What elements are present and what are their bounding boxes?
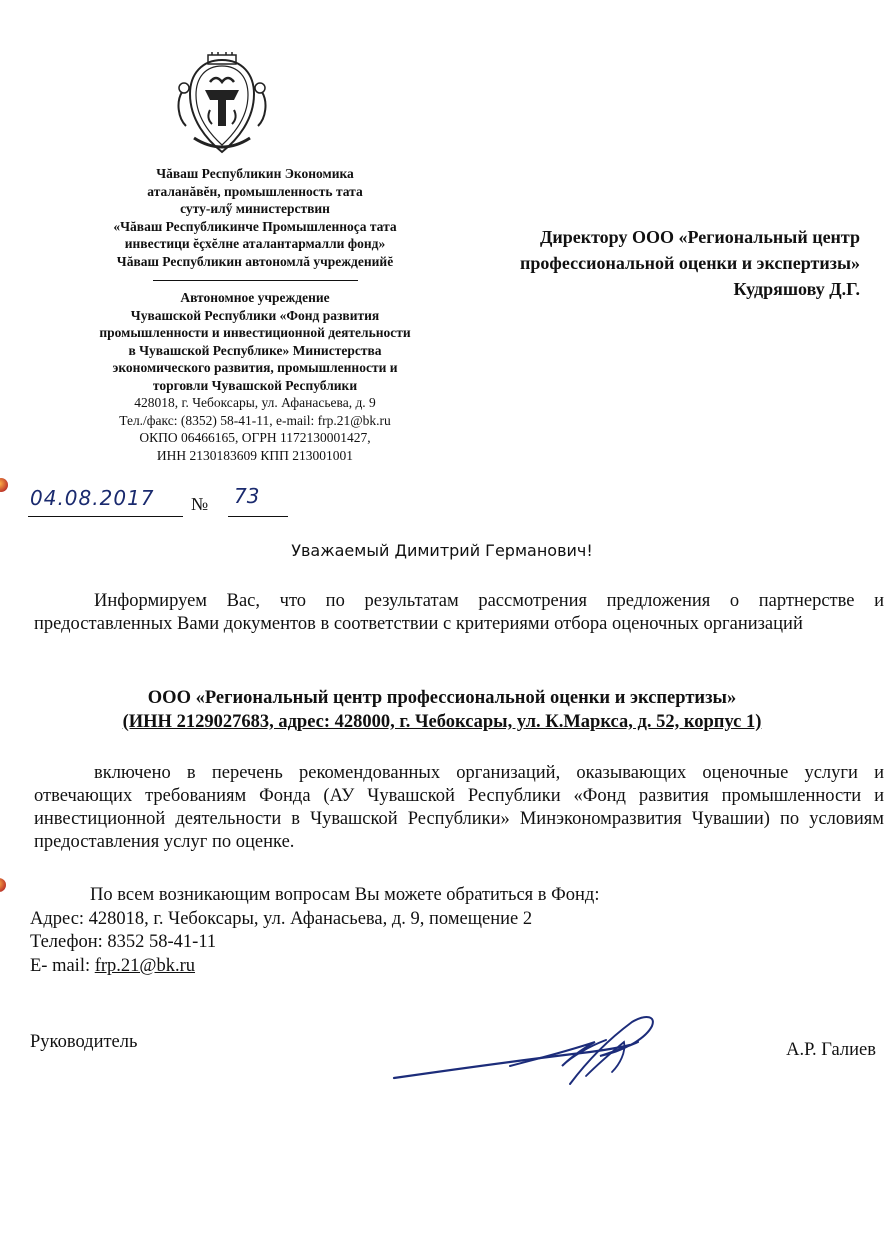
addressee-line-3: Кудряшову Д.Г. [733, 279, 860, 299]
handwritten-date: 04.08.2017 [30, 486, 155, 510]
contacts-block [30, 884, 870, 978]
organization-block [0, 686, 884, 734]
contacts-email-label: E- mail: [30, 955, 95, 976]
contacts-email-link[interactable]: frp.21@bk.ru [94, 955, 196, 976]
signer-name: А.Р. Галиев [786, 1040, 876, 1060]
contacts-phone: Телефон: 8352 58-41-11 [30, 932, 217, 952]
handwritten-signature [390, 1012, 670, 1094]
letterhead-chuvash-line-5: инвестици ĕçхĕлне аталантармалли фонд» [124, 236, 386, 251]
handwritten-number: 73 [234, 484, 260, 508]
addressee-line-1: Директору ООО «Региональный центр [539, 227, 860, 247]
punch-hole-mark-bottom [0, 878, 6, 892]
paragraph-intro-text: Информируем Вас, что по результатам рассмотрения предложения о партнерстве и предоставленных Вами документов в соответствии с критериями отбора оценочных организаций [34, 591, 884, 634]
letterhead-russian-line-2: Чувашской Республики «Фонд развития [130, 307, 380, 323]
letterhead-russian-line-6: торговли Чувашской Республики [152, 377, 358, 393]
letterhead-address-line-3: ОКПО 06466165, ОГРН 1172130001427, [139, 430, 371, 445]
letterhead-chuvash-line-1: Чăваш Республикин Экономика [156, 166, 354, 181]
letterhead-chuvash-line-6: Чăваш Республикин автономлă учрежденийĕ [116, 253, 394, 269]
paragraph-body [34, 762, 884, 854]
letterhead-address-line-4: ИНН 2130183609 КПП 213001001 [156, 447, 354, 463]
contacts-email-row [30, 955, 870, 979]
letterhead-chuvash-line-2: аталанăвĕн, промышленность тата [147, 183, 363, 199]
paragraph-intro [34, 590, 884, 636]
letterhead-address-line-1: 428018, г. Чебоксары, ул. Афанасьева, д. 9 [134, 395, 376, 410]
organization-letterhead [60, 165, 450, 464]
letterhead-chuvash-line-4: «Чăваш Республикинче Промышленноçа тата [113, 218, 397, 234]
letterhead-russian-line-4: в Чувашской Республике» Министерства [128, 342, 382, 358]
letterhead-russian-line-3: промышленности и инвестиционной деятельности [99, 325, 411, 340]
paragraph-body-text: включено в перечень рекомендованных организаций, оказывающих оценочные услуги и отвечающих требованиям Фонда (АУ Чувашской Республики «Фонд развития промышленности и инвестиционной деятельности в Чувашской Республики» Минэкономразвития Чувашии) по условиям предоставления услуг по оценке. [34, 763, 884, 852]
addressee-block [440, 224, 860, 302]
organization-name: ООО «Региональный центр профессиональной оценки и экспертизы» [147, 688, 737, 708]
letterhead-chuvash-line-3: суту-илӳ министерствин [180, 201, 330, 216]
organization-details: (ИНН 2129027683, адрес: 428000, г. Чебоксары, ул. К.Маркса, д. 52, корпус 1) [122, 712, 762, 732]
number-label: № [191, 494, 209, 514]
contacts-intro: По всем возникающим вопросам Вы можете обратиться в Фонд: [90, 885, 600, 905]
punch-hole-mark-top [0, 478, 8, 492]
addressee-line-2: профессиональной оценки и экспертизы» [520, 253, 860, 273]
letterhead-russian-line-1: Автономное учреждение [180, 290, 330, 305]
contacts-address: Адрес: 428018, г. Чебоксары, ул. Афанасьева, д. 9, помещение 2 [30, 908, 533, 929]
signer-title: Руководитель [30, 1032, 138, 1052]
registration-line [28, 486, 328, 522]
coat-of-arms-emblem [172, 52, 272, 157]
letterhead-address-line-2: Тел./факс: (8352) 58-41-11, e-mail: frp.21@bk.ru [119, 412, 391, 428]
letterhead-divider [153, 280, 358, 281]
letterhead-russian-line-5: экономического развития, промышленности и [112, 360, 398, 375]
salutation: Уважаемый Димитрий Германович! [291, 541, 593, 560]
